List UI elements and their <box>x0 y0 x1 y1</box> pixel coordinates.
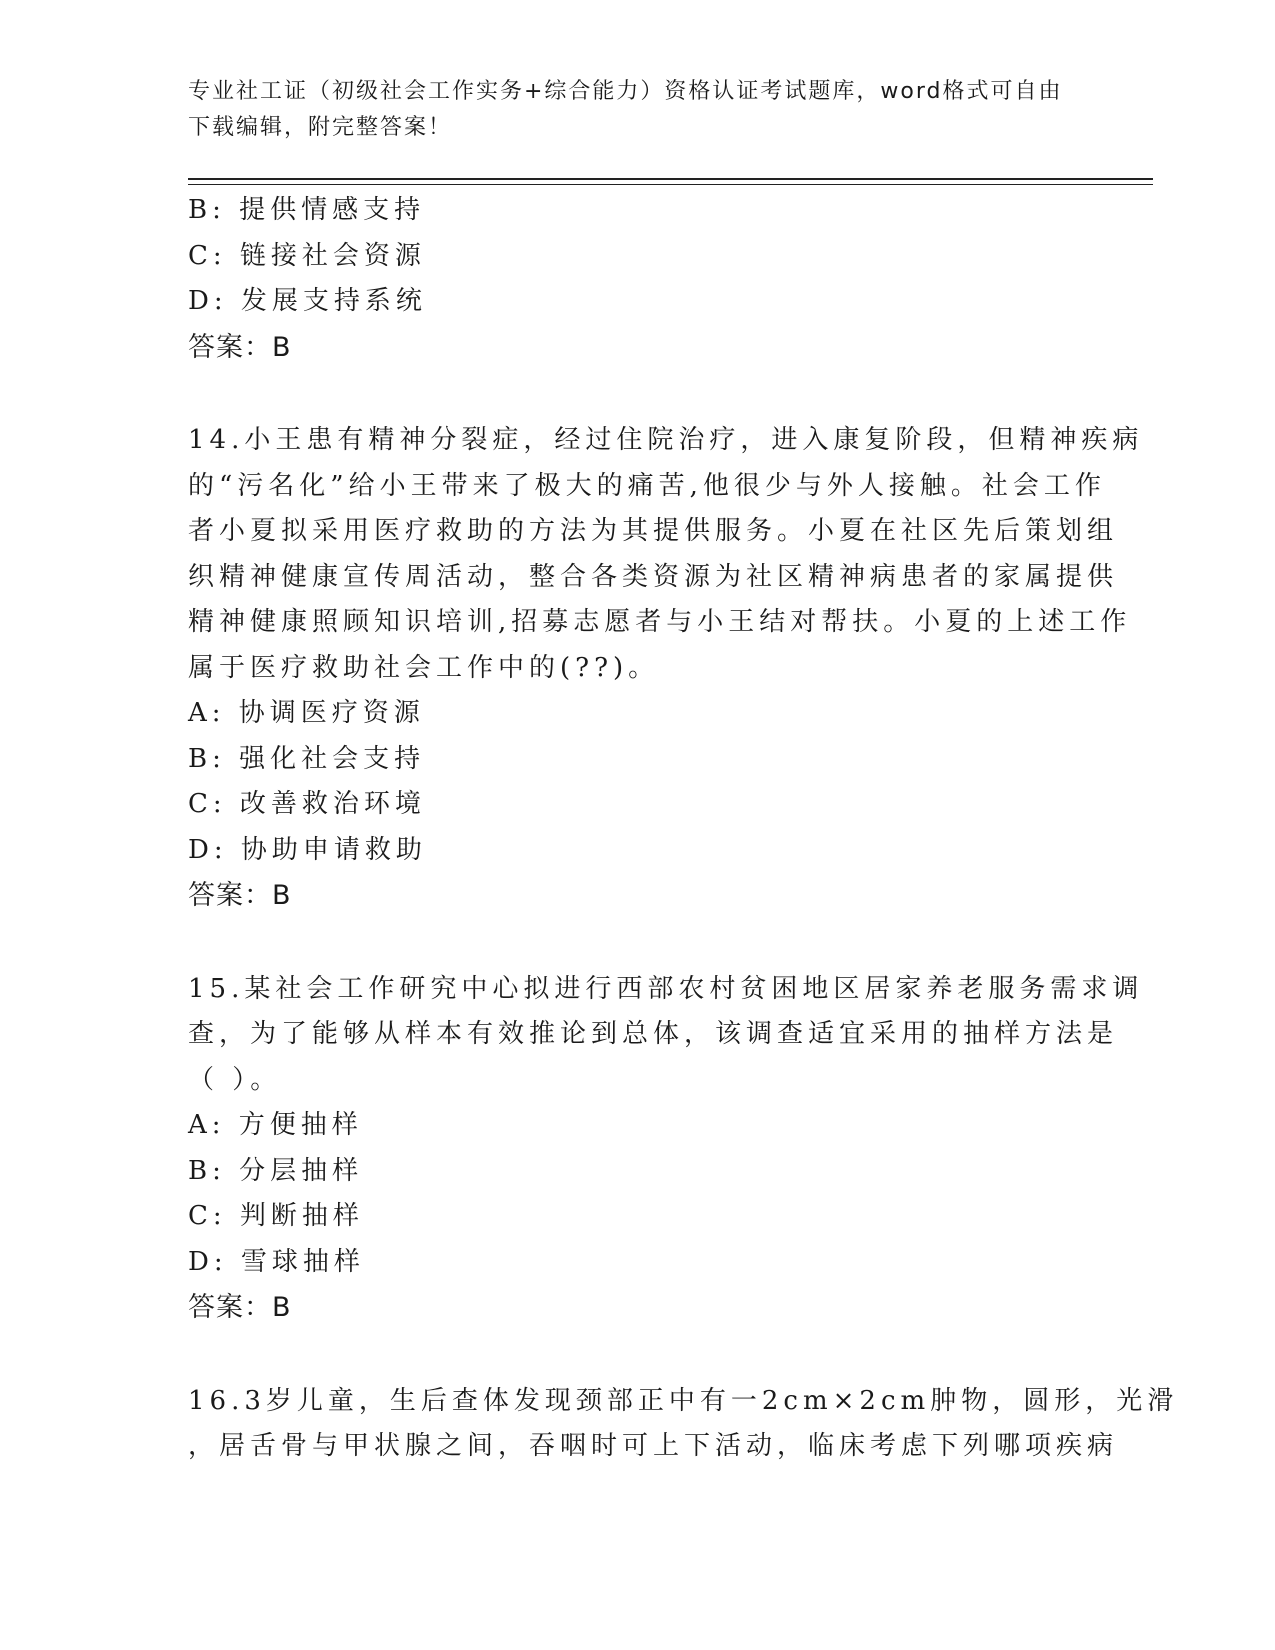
option-d: D: 协助申请救助 <box>188 834 427 865</box>
question-13 <box>188 188 1088 370</box>
option-b: B: 强化社会支持 <box>188 743 426 774</box>
option-c: C: 链接社会资源 <box>188 240 426 271</box>
question-list <box>188 188 1179 1470</box>
question-text-line: 14.小王患有精神分裂症，经过住院治疗，进入康复阶段，但精神疾病 <box>188 425 1144 455</box>
question-text-line: 查，为了能够从样本有效推论到总体，该调查适宜采用的抽样方法是 <box>188 1019 1119 1049</box>
option-b: B: 提供情感支持 <box>188 195 426 225</box>
question-text-line: 者小夏拟采用医疗救助的方法为其提供服务。小夏在社区先后策划组 <box>188 516 1119 546</box>
header-divider <box>188 178 1153 180</box>
document-header <box>188 74 1088 146</box>
question-text-line: （ ）。 <box>188 1064 282 1095</box>
spacer <box>188 919 1088 967</box>
option-c: C: 改善救治环境 <box>188 789 426 819</box>
question-text-line: 精神健康照顾知识培训,招募志愿者与小王结对帮扶。小夏的上述工作 <box>188 607 1132 637</box>
question-text-line: 15.某社会工作研究中心拟进行西部农村贫困地区居家养老服务需求调 <box>188 973 1144 1004</box>
question-16 <box>188 1379 1179 1470</box>
answer-line: 答案：B <box>188 880 292 911</box>
question-text-line: 属于医疗救助社会工作中的(??)。 <box>188 652 660 683</box>
option-b: B: 分层抽样 <box>188 1155 364 1186</box>
spacer <box>188 370 1088 418</box>
question-text-line: 织精神健康宣传周活动，整合各类资源为社区精神病患者的家属提供 <box>188 561 1119 592</box>
question-14 <box>188 418 1144 919</box>
answer-line: 答案：B <box>188 331 292 363</box>
option-a: A: 协调医疗资源 <box>188 698 425 728</box>
document-page <box>188 0 1179 1650</box>
option-a: A: 方便抽样 <box>188 1110 363 1140</box>
question-text-line: 的“污名化”给小王带来了极大的痛苦,他很少与外人接触。社会工作 <box>188 470 1106 501</box>
option-d: D: 发展支持系统 <box>188 286 427 316</box>
header-divider <box>188 184 1153 185</box>
answer-line: 答案：B <box>188 1292 292 1323</box>
spacer <box>188 1331 1088 1379</box>
option-c: C: 判断抽样 <box>188 1201 364 1231</box>
question-15 <box>188 967 1144 1331</box>
question-text-line: ，居舌骨与甲状腺之间，吞咽时可上下活动，临床考虑下列哪项疾病 <box>188 1431 1119 1461</box>
header-line: 专业社工证（初级社会工作实务+综合能力）资格认证考试题库，word格式可自由 <box>188 79 1063 104</box>
question-text-line: 16.3岁儿童，生后查体发现颈部正中有一2cm×2cm肿物，圆形，光滑 <box>188 1385 1179 1416</box>
option-d: D: 雪球抽样 <box>188 1246 365 1277</box>
header-line: 下载编辑，附完整答案！ <box>188 115 453 140</box>
